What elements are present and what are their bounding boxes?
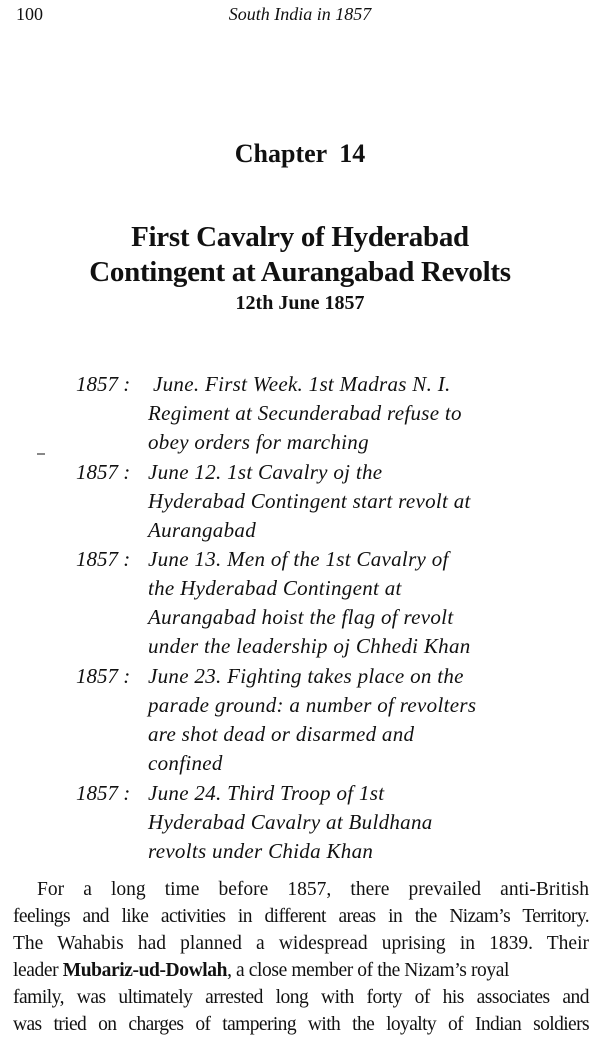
timeline-year: 1857 : (76, 460, 131, 484)
timeline-line: Hyderabad Cavalry at Buldhana (148, 810, 433, 834)
timeline-year: 1857 : (76, 372, 131, 396)
timeline-line: parade ground: a number of revolters (148, 693, 477, 717)
timeline-line: revolts under Chida Khan (148, 839, 374, 863)
timeline-year: 1857 : (76, 664, 131, 688)
body-line (13, 960, 589, 982)
body-line: family, was ultimately arrested long with forty of his associates and (13, 987, 589, 1008)
timeline-year: 1857 : (76, 781, 131, 805)
timeline-line: obey orders for marching (148, 430, 369, 454)
bold-name: Mubariz-ud-Dowlah (62, 960, 228, 981)
chapter-date: 12th June 1857 (235, 292, 365, 314)
running-title: South India in 1857 (228, 4, 372, 24)
timeline-line: June 12. 1st Cavalry oj the (148, 460, 383, 484)
timeline-line: are shot dead or disarmed and (148, 722, 415, 746)
timeline-line: June. First Week. 1st Madras N. I. (153, 372, 451, 396)
body-text: leader (13, 960, 63, 981)
timeline-line: June 24. Third Troop of 1st (148, 781, 385, 805)
chapter-title-line-1: First Cavalry of Hyderabad (131, 221, 469, 253)
body-line: The Wahabis had planned a widespread uprising in 1839. Their (13, 933, 589, 954)
timeline-line: June 13. Men of the 1st Cavalry of (148, 547, 449, 571)
timeline-line: Aurangabad (148, 518, 256, 542)
timeline-year: 1857 : (76, 547, 131, 571)
timeline-line: Hyderabad Contingent start revolt at (148, 489, 471, 513)
page-number: 100 (16, 4, 43, 24)
margin-mark (37, 453, 45, 455)
timeline-line: confined (148, 751, 223, 775)
body-line: For a long time before 1857, there prevailed anti-British (37, 879, 589, 900)
timeline-line: Aurangabad hoist the flag of revolt (148, 605, 454, 629)
timeline-line: Regiment at Secunderabad refuse to (148, 401, 462, 425)
body-line: was tried on charges of tampering with the loyalty of Indian soldiers (13, 1014, 589, 1035)
body-line: feelings and like activities in different areas in the Nizam’s Territory. (13, 906, 589, 927)
timeline-line: under the leadership oj Chhedi Khan (148, 634, 471, 658)
chapter-title-line-2: Contingent at Aurangabad Revolts (89, 256, 511, 288)
body-text: , a close member of the Nizam’s royal (227, 960, 510, 981)
chapter-label: Chapter 14 (234, 139, 366, 168)
timeline-line: the Hyderabad Contingent at (148, 576, 402, 600)
timeline-line: June 23. Fighting takes place on the (148, 664, 464, 688)
